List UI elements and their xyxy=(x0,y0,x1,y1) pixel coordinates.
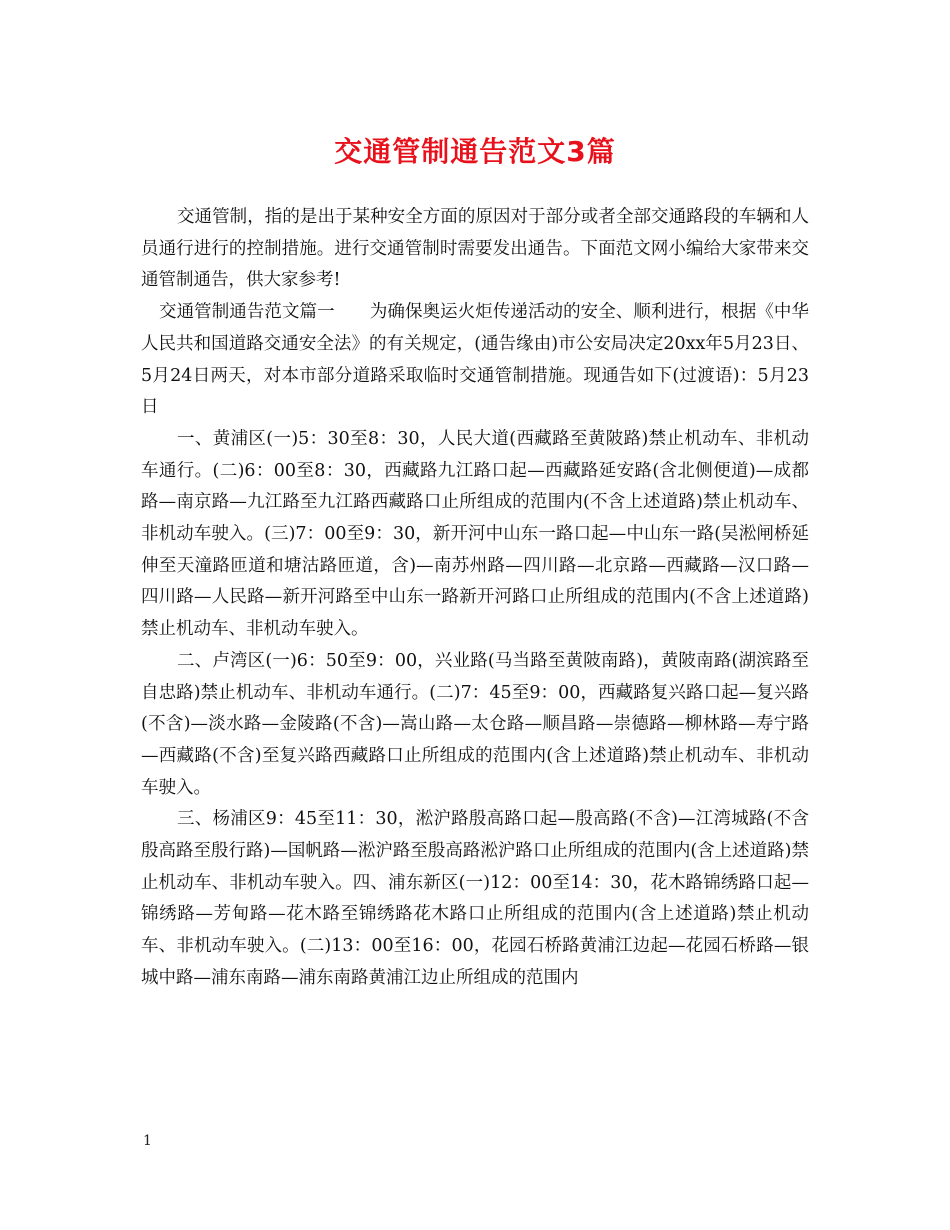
page-number: 1 xyxy=(143,1133,152,1149)
document-body xyxy=(141,202,809,995)
huangpu-paragraph: 一、黄浦区(一)5：30至8：30，人民大道(西藏路至黄陂路)禁止机动车、非机动车通行。(二)6：00至8：30，西藏路九江路口起—西藏路延安路(含北侧便道)—成都路—南京路—九江路至九江路西藏路口止所组成的范围内(不含上述道路)禁止机动车、非机动车驶入。(三)7：00至9：30，新开河中山东一路口起—中山东一路(吴淞闸桥延伸至天潼路匝道和塘沽路匝道，含)—南苏州路—四川路—北京路—西藏路—汉口路—四川路—人民路—新开河路至中山东一路新开河路口止所组成的范围内(不含上述道路)禁止机动车、非机动车驶入。 xyxy=(141,428,809,640)
document-title: 交通管制通告范文3篇 xyxy=(334,135,616,168)
sample-one-paragraph: 交通管制通告范文篇一 为确保奥运火炬传递活动的安全、顺利进行，根据《中华人民共和国道路交通安全法》的有关规定，(通告缘由)市公安局决定20xx年5月23日、5月24日两天，对本市部分道路采取临时交通管制措施。现通告如下(过渡语)：5月23日 xyxy=(141,302,809,418)
yangpu-pudong-paragraph: 三、杨浦区9：45至11：30，淞沪路殷高路口起—殷高路(不含)—江湾城路(不含殷高路至殷行路)—国帆路—淞沪路至殷高路淞沪路口止所组成的范围内(含上述道路)禁止机动车、非机动车驶入。四、浦东新区(一)12：00至14：30，花木路锦绣路口起—锦绣路—芳甸路—花木路至锦绣路花木路口止所组成的范围内(含上述道路)禁止机动车、非机动车驶入。(二)13：00至16：00，花园石桥路黄浦江边起—花园石桥路—银城中路—浦东南路—浦东南路黄浦江边止所组成的范围内 xyxy=(141,809,809,988)
luwan-paragraph: 二、卢湾区(一)6：50至9：00，兴业路(马当路至黄陂南路)，黄陂南路(湖滨路至自忠路)禁止机动车、非机动车通行。(二)7：45至9：00，西藏路复兴路口起—复兴路(不含)—淡水路—金陵路(不含)—嵩山路—太仓路—顺昌路—崇德路—柳林路—寿宁路—西藏路(不含)至复兴路西藏路口止所组成的范围内(含上述道路)禁止机动车、非机动车驶入。 xyxy=(141,650,809,798)
intro-paragraph: 交通管制，指的是出于某种安全方面的原因对于部分或者全部交通路段的车辆和人员通行进行的控制措施。进行交通管制时需要发出通告。下面范文网小编给大家带来交通管制通告，供大家参考! xyxy=(141,207,809,291)
